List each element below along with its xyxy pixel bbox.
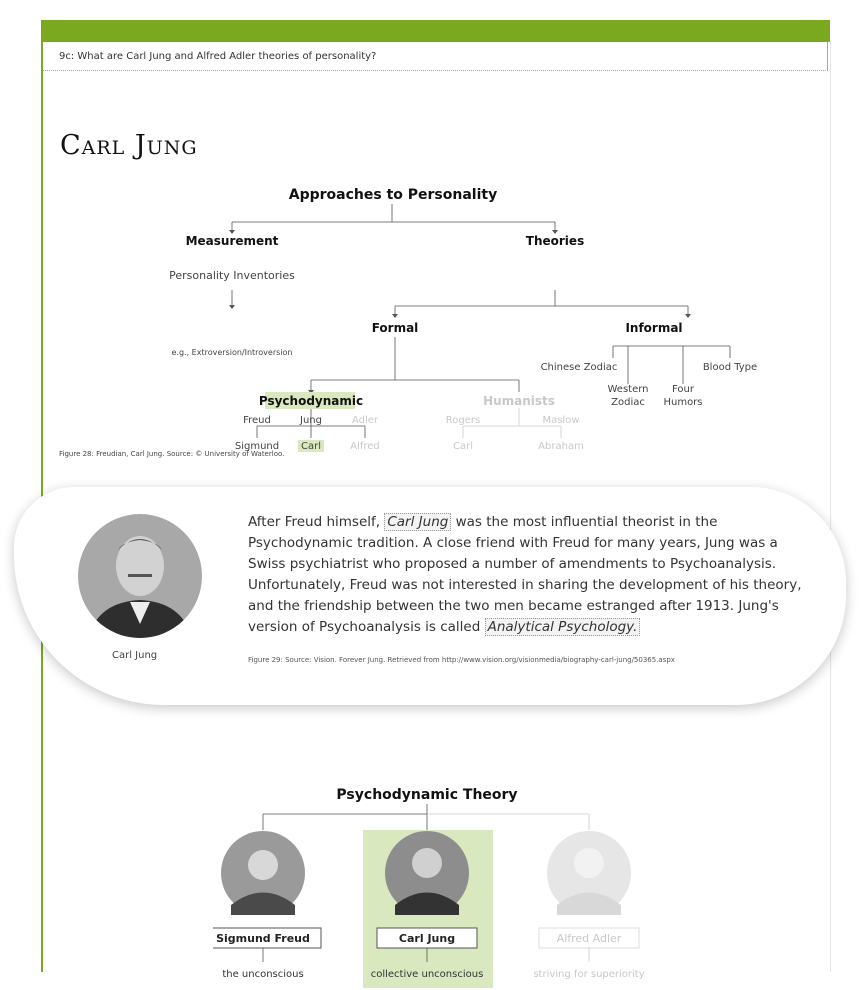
- diagram-jung-1: Carl: [301, 441, 321, 452]
- diagram-adler-1: Alfred: [350, 441, 380, 452]
- theory-jung-label: Carl Jung: [398, 932, 456, 945]
- bio-text-2: was the most influential theorist in the Psychodynamic tradition. A close friend with Freud for many years, Jung was a Swiss psychiatrist who proposed a number of amendments to Psychoanalysis. Unfortunately, Freud was not interested in sharing the development of his theory, and the friendship between the two men became estranged after 1913. Jung's version of Psychoanalysis is called: [248, 514, 802, 635]
- term-carl-jung[interactable]: Carl Jung: [384, 513, 451, 531]
- jung-portrait-large: [78, 514, 202, 638]
- term-analytical-psychology[interactable]: Analytical Psychology.: [485, 618, 641, 636]
- bio-paragraph: [248, 512, 808, 638]
- diagram-jung-2: Jung: [300, 415, 322, 426]
- diagram-inventories: Personality Inventories: [169, 269, 295, 282]
- figure-28-caption: Figure 28: Freudian, Carl Jung. Source: © University of Waterloo.: [59, 450, 285, 458]
- diagram-humanists: Humanists: [483, 394, 555, 408]
- module-title: 9c: What are Carl Jung and Alfred Adler theories of personality?: [43, 42, 828, 71]
- diagram-four-humors-1: Four: [672, 384, 694, 395]
- diagram-rogers-1: Carl: [453, 441, 473, 452]
- diagram-root: Approaches to Personality: [288, 187, 498, 203]
- diagram-maslow-1: Abraham: [538, 441, 584, 452]
- diagram-formal: Formal: [371, 321, 419, 335]
- diagram-freud-2: Freud: [243, 415, 271, 426]
- theory-jung-idea: collective unconscious: [370, 969, 484, 980]
- diagram-blood-type: Blood Type: [702, 362, 758, 373]
- diagram-theories: Theories: [525, 234, 585, 248]
- theory-adler-idea: striving for superiority: [533, 969, 645, 980]
- jung-bio-card: [14, 487, 846, 705]
- diagram-informal: Informal: [625, 321, 683, 335]
- diagram-freud-1: Sigmund: [234, 441, 280, 452]
- portrait-caption: Carl Jung: [112, 650, 158, 661]
- diagram-rogers-2: Rogers: [445, 415, 481, 426]
- bio-text-1: After Freud himself,: [248, 514, 385, 530]
- diagram-adler-2: Adler: [351, 415, 379, 426]
- top-green-bar: [41, 20, 830, 42]
- theory-freud-idea: the unconscious: [222, 969, 304, 980]
- diagram-western-zodiac-1: Western: [607, 384, 649, 395]
- page-heading: Carl Jung: [60, 130, 198, 161]
- diagram-measurement: Measurement: [185, 234, 279, 248]
- diagram-example: e.g., Extroversion/Introversion: [171, 348, 293, 357]
- theory-adler-label: Alfred Adler: [556, 932, 622, 945]
- diagram-people-row2-labels: [143, 411, 783, 431]
- theory-freud-label: Sigmund Freud: [216, 932, 310, 945]
- diagram-maslow-2: Maslow: [542, 415, 580, 426]
- diagram-chinese-zodiac: Chinese Zodiac: [540, 362, 618, 373]
- figure-29-caption: Figure 29: Source: Vision. Forever Jung. Retrieved from http://www.vision.org/visionmedia/biography-carl-jung/50365.aspx: [248, 656, 675, 664]
- diagram-psychodynamic: Psychodynamic: [258, 394, 364, 408]
- theory-title: Psychodynamic Theory: [336, 787, 518, 803]
- psychodynamic-theory-diagram: [213, 780, 653, 990]
- diagram-western-zodiac-2: Zodiac: [611, 397, 645, 408]
- diagram-four-humors-2: Humors: [663, 397, 703, 408]
